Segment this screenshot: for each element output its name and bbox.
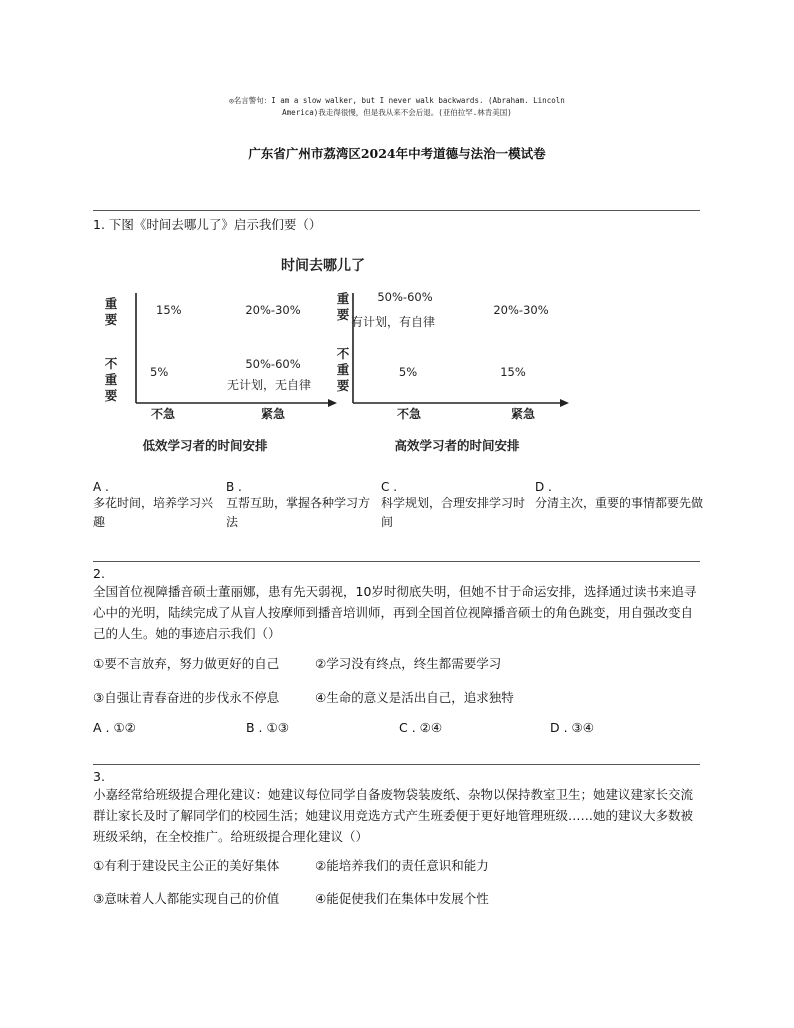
option-c-label[interactable]: C . [381,480,398,494]
question-2-statements-row-2 [93,688,514,706]
question-3-statements-row-2 [93,889,489,907]
divider [93,561,700,562]
left-x-right-label: 紧急 [260,407,286,421]
motto-line-2: America)我走得很慢，但是我从来不会后退。(亚伯拉罕.林肯美国) [282,108,512,117]
statement-2: ②学习没有终点，终生都需要学习 [315,656,502,671]
choice-c[interactable]: C . ②④ [399,720,443,735]
statement-1: ①有利于建设民主公正的美好集体 [93,858,280,873]
motto-line-1: ◎名言警句：I am a slow walker, but I never walk backwards. (Abraham. Lincoln [229,96,565,105]
right-x-right-label: 紧急 [510,407,536,421]
choice-b[interactable]: B . ①③ [246,720,289,735]
chart-title: 时间去哪儿了 [281,258,365,274]
choice-a[interactable]: A . ①② [93,720,136,735]
left-bottom-right-value: 50%-60% [245,357,301,371]
left-y-bottom-char-1: 不 [104,356,118,371]
left-y-bottom-label [105,356,118,403]
statement-3: ③自强让青春奋进的步伐永不停息 [93,690,280,705]
left-bottom-left-value: 5% [150,365,169,379]
right-y-top-char-2: 要 [336,307,350,322]
right-y-bottom-label [337,346,350,393]
left-top-right-value: 20%-30% [245,303,301,317]
right-bottom-right-value: 15% [500,365,526,379]
statement-3: ③意味着人人都能实现自己的价值 [93,891,280,906]
left-y-top-char-2: 要 [104,312,118,327]
option-b-label[interactable]: B . [226,480,242,494]
page-title: 广东省广州市荔湾区2024年中考道德与法治一模试卷 [248,146,546,161]
question-2-statements-row-1 [93,654,501,672]
left-y-bottom-char-2: 重 [104,372,118,387]
option-c-text[interactable]: 科学规划，合理安排学习时间 [381,496,526,529]
left-x-left-label: 不急 [150,407,176,421]
right-top-left-value: 50%-60% [377,290,433,304]
right-y-bottom-char-3: 要 [336,378,350,393]
right-bottom-left-value: 5% [398,365,418,379]
option-a-text[interactable]: 多花时间，培养学习兴趣 [93,496,214,529]
left-bottom-right-note: 无计划，无自律 [226,378,312,392]
right-caption: 高效学习者的时间安排 [394,438,520,453]
question-3-stem: 小嘉经常给班级提合理化建议：她建议每位同学自备废物袋装废纸、杂物以保持教室卫生；她建议建家长交流群让家长及时了解同学们的校园生活；她建议用竞选方式产生班委便于更好地管理班级……她的建议大多数被班级采纳，在全校推广。给班级提合理化建议（） [93,787,694,844]
statement-2: ②能培养我们的责任意识和能力 [315,858,489,873]
left-y-top-label [105,296,118,327]
right-y-bottom-char-1: 不 [336,346,350,361]
statement-4: ④能促使我们在集体中发展个性 [315,891,489,906]
question-3-number: 3. [93,769,105,784]
option-d-text[interactable]: 分清主次，重要的事情都要先做 [535,496,704,510]
question-2-number: 2. [93,566,105,581]
right-x-left-label: 不急 [396,407,422,421]
question-1-stem: 1. 下图《时间去哪儿了》启示我们要（） [93,217,322,232]
left-caption: 低效学习者的时间安排 [142,438,268,453]
divider [93,210,700,211]
time-chart [93,248,573,468]
left-y-bottom-char-3: 要 [104,388,118,403]
motto [0,95,794,119]
left-x-arrow [328,399,337,407]
left-top-left-value: 15% [156,303,182,317]
right-x-arrow [560,399,569,407]
question-3-statements-row-1 [93,856,489,874]
right-y-bottom-char-2: 重 [336,362,350,377]
right-top-right-value: 20%-30% [493,303,549,317]
question-2-stem: 全国首位视障播音硕士董丽娜，患有先天弱视，10岁时彻底失明，但她不甘于命运安排，选择通过读书来追寻心中的光明，陆续完成了从盲人按摩师到播音培训师，再到全国首位视障播音硕士的角色跳变，用自强改变自己的人生。她的事迹启示我们（） [93,584,697,641]
statement-4: ④生命的意义是活出自己，追求独特 [315,690,514,705]
option-a-label[interactable]: A . [93,480,109,494]
right-y-top-label [337,291,350,322]
right-top-left-note: 有计划，有自律 [350,315,436,329]
option-d-label[interactable]: D . [535,480,552,494]
right-y-top-char-1: 重 [336,291,350,306]
choice-d[interactable]: D . ③④ [550,720,594,735]
left-y-top-char-1: 重 [104,296,118,311]
divider [93,764,700,765]
statement-1: ①要不言放弃，努力做更好的自己 [93,656,280,671]
option-b-text[interactable]: 互帮互助，掌握各种学习方法 [226,496,371,529]
